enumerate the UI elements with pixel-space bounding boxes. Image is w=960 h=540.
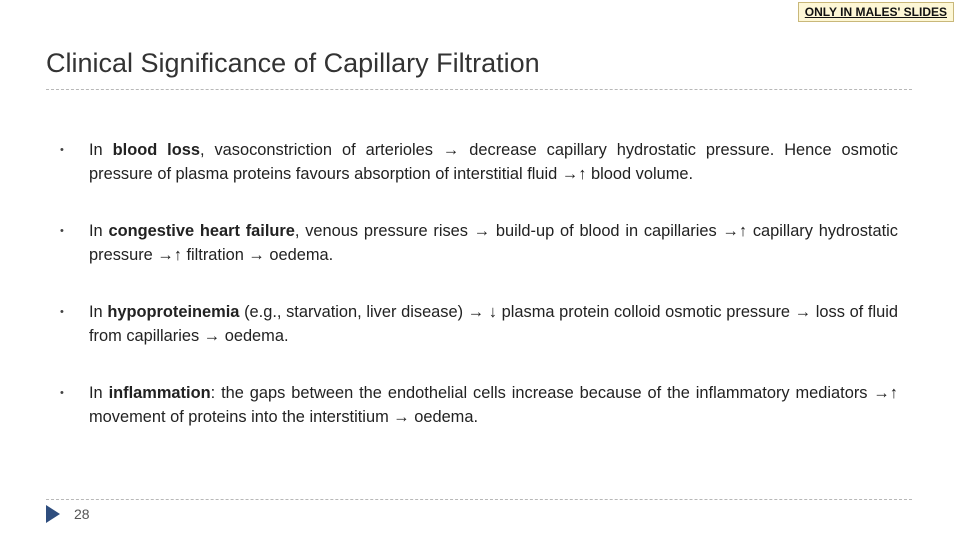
bullet-dot: • (60, 387, 64, 399)
bullet-text: (e.g., starvation, liver disease) → ↓ plasma protein colloid osmotic pressure → loss of fluid from capillaries → oedema. (89, 303, 898, 345)
bullet-list (60, 138, 898, 429)
bullet-text-lead: In (89, 222, 109, 240)
bullet-dot: • (60, 306, 64, 318)
bullet-text: , venous pressure rises → build-up of blood in capillaries →↑ capillary hydrostatic pressure →↑ filtration → oedema. (89, 222, 898, 264)
footer-divider (46, 499, 912, 500)
bullet-dot: • (60, 144, 64, 156)
bullet-text: , vasoconstriction of arterioles → decrease capillary hydrostatic pressure. Hence osmotic pressure of plasma proteins favours absorption of interstitial fluid →↑ blood volume. (89, 141, 898, 183)
bullet-dot: • (60, 225, 64, 237)
bullet-keyword: hypoproteinemia (107, 303, 240, 321)
bullet-keyword: congestive heart failure (108, 222, 295, 240)
bullet-text: : the gaps between the endothelial cells increase because of the inflammatory mediators →↑ movement of proteins into the interstitium → oedema. (89, 384, 898, 426)
bullet-keyword: blood loss (112, 141, 200, 159)
slide-title: Clinical Significance of Capillary Filtration (46, 48, 540, 78)
bullet-text-lead: In (89, 384, 109, 402)
bullet-hypoproteinemia (60, 300, 898, 348)
bullet-keyword: inflammation (108, 384, 211, 402)
bullet-blood-loss (60, 138, 898, 186)
bullet-inflammation (60, 381, 898, 429)
males-slides-tag: ONLY IN MALES' SLIDES (798, 2, 954, 22)
bullet-heart-failure (60, 219, 898, 267)
title-divider (46, 89, 912, 90)
bullet-text-lead: In (89, 303, 108, 321)
page-number: 28 (74, 506, 90, 522)
play-arrow-icon (46, 505, 60, 523)
bullet-text-lead: In (89, 141, 113, 159)
